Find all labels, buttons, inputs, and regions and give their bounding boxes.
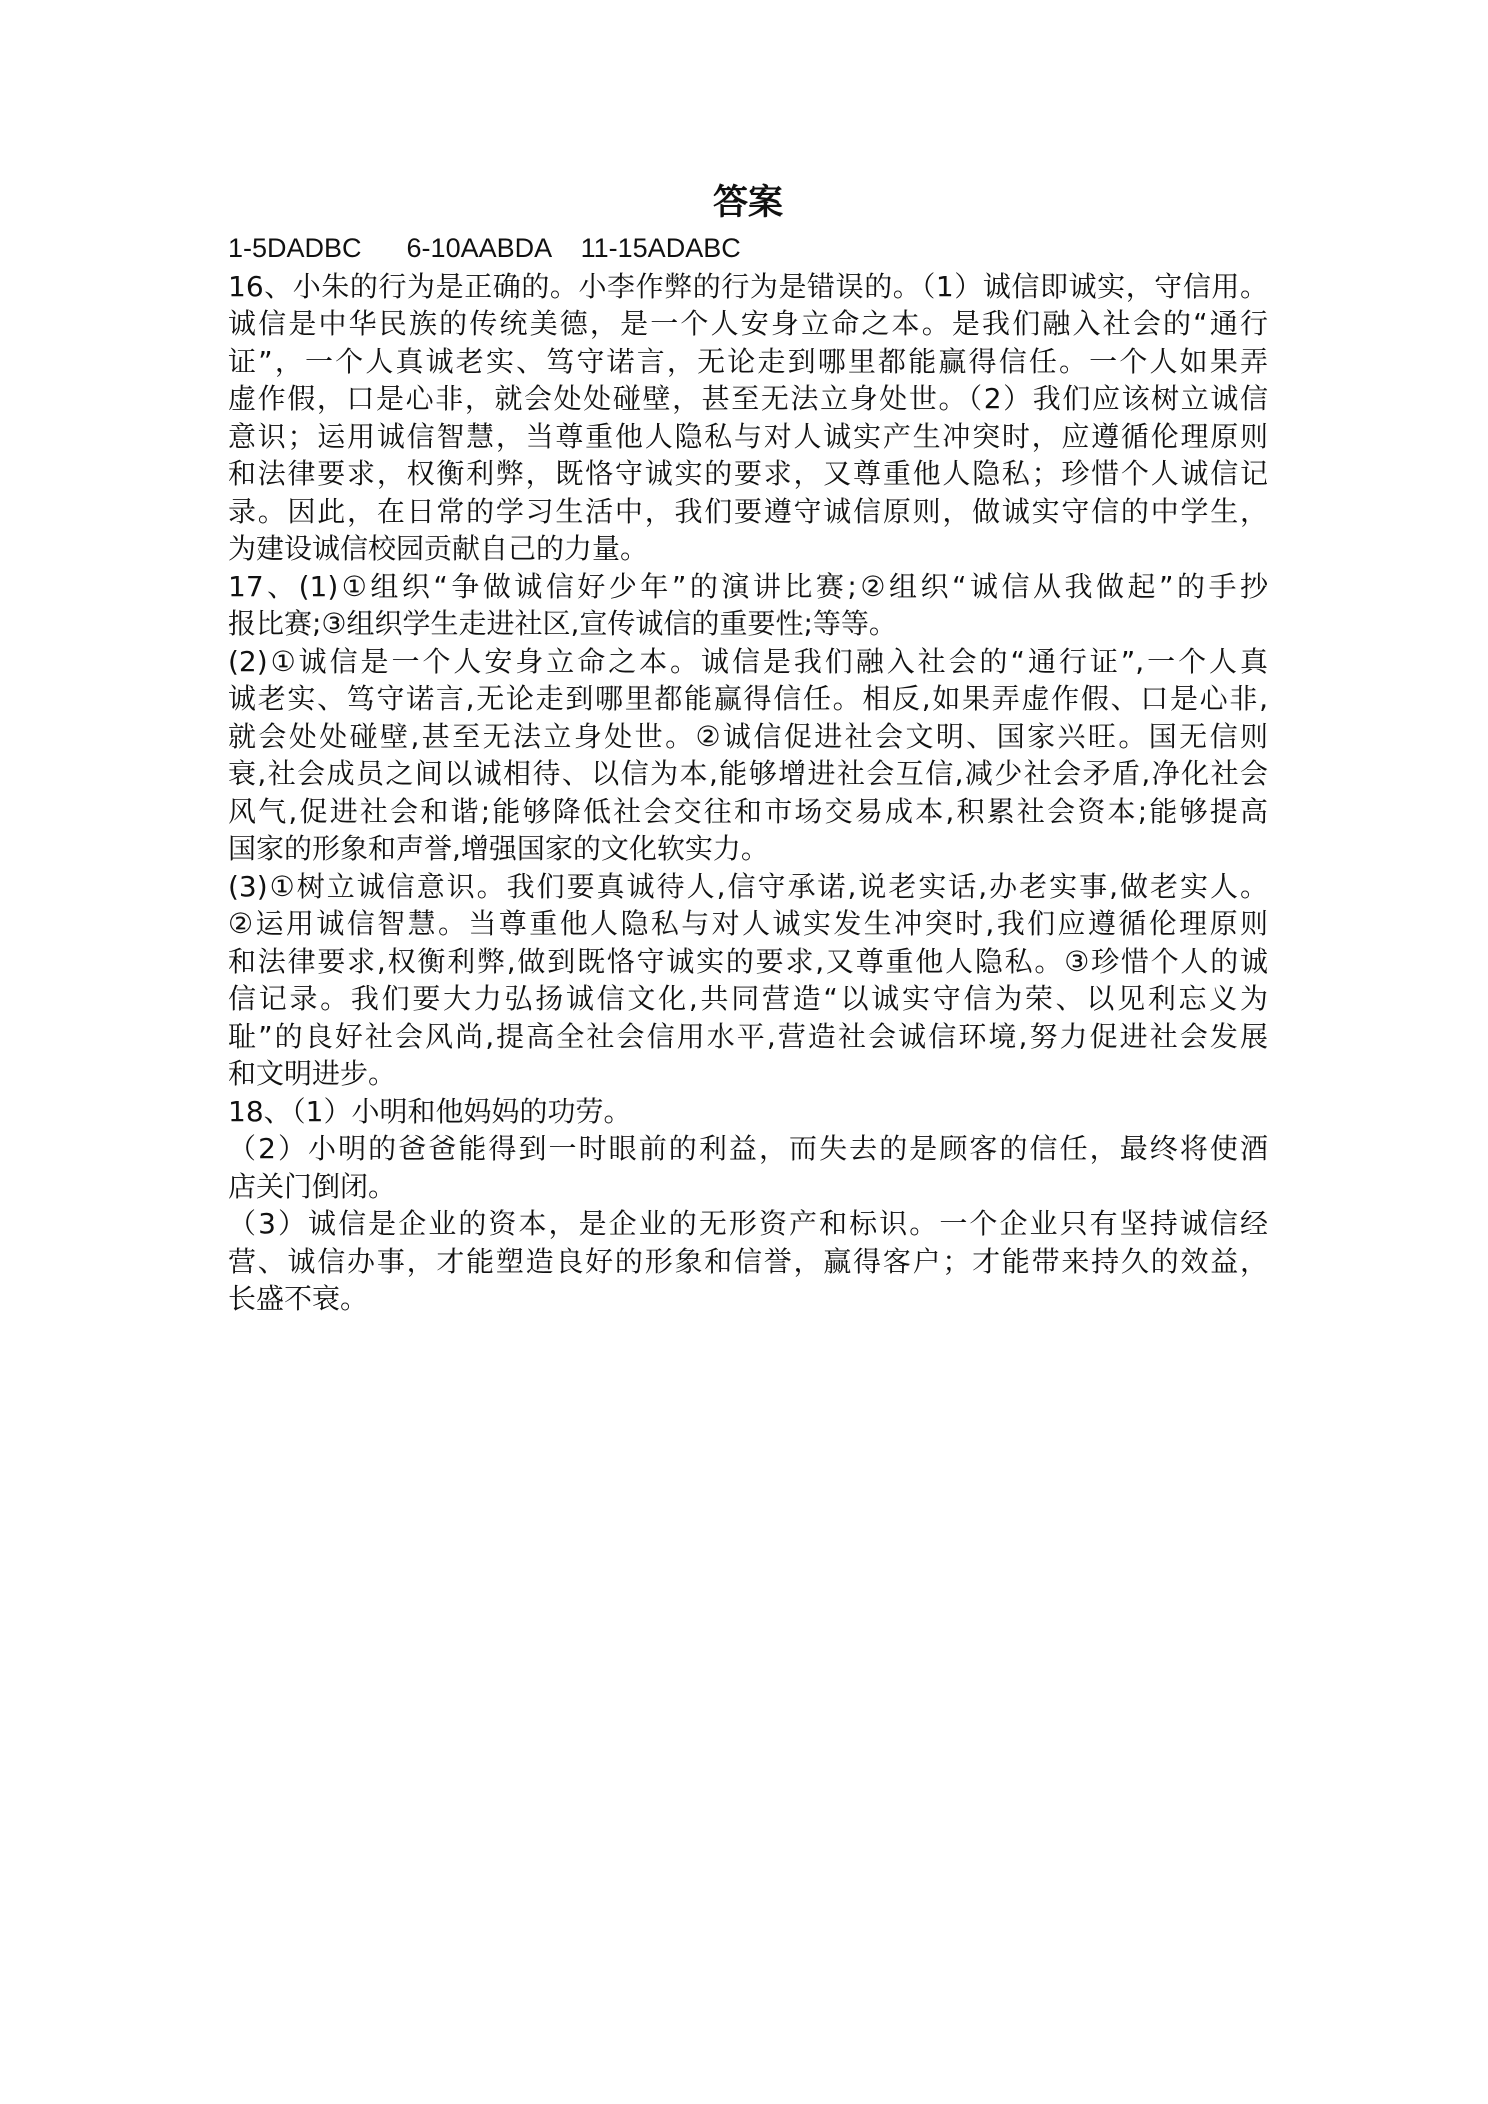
answer-q17-part2 (228, 643, 1268, 868)
text-line: 17、(1)①组织“争做诚信好少年”的演讲比赛;②组织“诚信从我做起”的手抄 (228, 569, 1268, 603)
text-line: 和法律要求，权衡利弊，既恪守诚实的要求，又尊重他人隐私；珍惜个人诚信记 (228, 457, 1268, 490)
text-line: 虚作假，口是心非，就会处处碰壁，甚至无法立身处世。（2）我们应该树立诚信 (228, 382, 1268, 415)
text-line: 报比赛;③组织学生走进社区,宣传诚信的重要性;等等。 (228, 607, 897, 640)
text-line: (2)①诚信是一个人安身立命之本。诚信是我们融入社会的“通行证”,一个人真 (228, 644, 1268, 678)
text-line: 诚老实、笃守诺言,无论走到哪里都能赢得信任。相反,如果弄虚作假、口是心非, (228, 682, 1268, 715)
text-line: （2）小明的爸爸能得到一时眼前的利益，而失去的是顾客的信任，最终将使酒 (228, 1132, 1268, 1165)
text-line: ②运用诚信智慧。当尊重他人隐私与对人诚实发生冲突时,我们应遵循伦理原则 (228, 907, 1268, 940)
text-line: 18、（1）小明和他妈妈的功劳。 (228, 1094, 632, 1128)
answer-document (228, 178, 1268, 1318)
text-line: 证”，一个人真诚老实、笃守诺言，无论走到哪里都能赢得信任。一个人如果弄 (228, 344, 1268, 378)
answer-q18-part2 (228, 1130, 1268, 1205)
answer-q16 (228, 268, 1268, 568)
text-line: 意识；运用诚信智慧，当尊重他人隐私与对人诚实产生冲突时，应遵循伦理原则 (228, 419, 1268, 453)
text-line: 录。因此，在日常的学习生活中，我们要遵守诚信原则，做诚实守信的中学生， (228, 494, 1268, 528)
text-line: 衰,社会成员之间以诚相待、以信为本,能够增进社会互信,减少社会矛盾,净化社会 (228, 757, 1268, 790)
answer-q18-part3 (228, 1205, 1268, 1318)
text-line: 风气,促进社会和谐;能够降低社会交往和市场交易成本,积累社会资本;能够提高 (228, 794, 1268, 828)
text-line: 就会处处碰壁,甚至无法立身处世。②诚信促进社会文明、国家兴旺。国无信则 (228, 719, 1268, 753)
text-line: 营、诚信办事，才能塑造良好的形象和信誉，赢得客户；才能带来持久的效益， (228, 1244, 1268, 1278)
text-line: 信记录。我们要大力弘扬诚信文化,共同营造“以诚实守信为荣、以见利忘义为 (228, 982, 1268, 1015)
text-line: （3）诚信是企业的资本，是企业的无形资产和标识。一个企业只有坚持诚信经 (228, 1207, 1268, 1240)
text-line: 长盛不衰。 (228, 1282, 369, 1315)
text-line: 为建设诚信校园贡献自己的力量。 (228, 532, 649, 565)
text-line: 16、小朱的行为是正确的。小李作弊的行为是错误的。（1）诚信即诚实，守信用。 (228, 269, 1268, 303)
text-line: 店关门倒闭。 (228, 1169, 397, 1203)
text-line: 国家的形象和声誉,增强国家的文化软实力。 (228, 832, 769, 865)
page-title: 答案 (712, 183, 783, 223)
answer-q17-part3 (228, 868, 1268, 1093)
text-line: 耻”的良好社会风尚,提高全社会信用水平,营造社会诚信环境,努力促进社会发展 (228, 1019, 1268, 1053)
answer-q18-part1 (228, 1093, 1268, 1131)
text-line: (3)①树立诚信意识。我们要真诚待人,信守承诺,说老实话,办老实事,做老实人。 (228, 869, 1268, 903)
text-line: 诚信是中华民族的传统美德，是一个人安身立命之本。是我们融入社会的“通行 (228, 307, 1268, 340)
answer-q17-part1 (228, 568, 1268, 643)
text-line: 和文明进步。 (228, 1057, 397, 1090)
text-line: 和法律要求,权衡利弊,做到既恪守诚实的要求,又尊重他人隐私。③珍惜个人的诚 (228, 944, 1268, 978)
multiple-choice-answers: 1-5DADBC 6-10AABDA 11-15ADABC (228, 233, 741, 263)
